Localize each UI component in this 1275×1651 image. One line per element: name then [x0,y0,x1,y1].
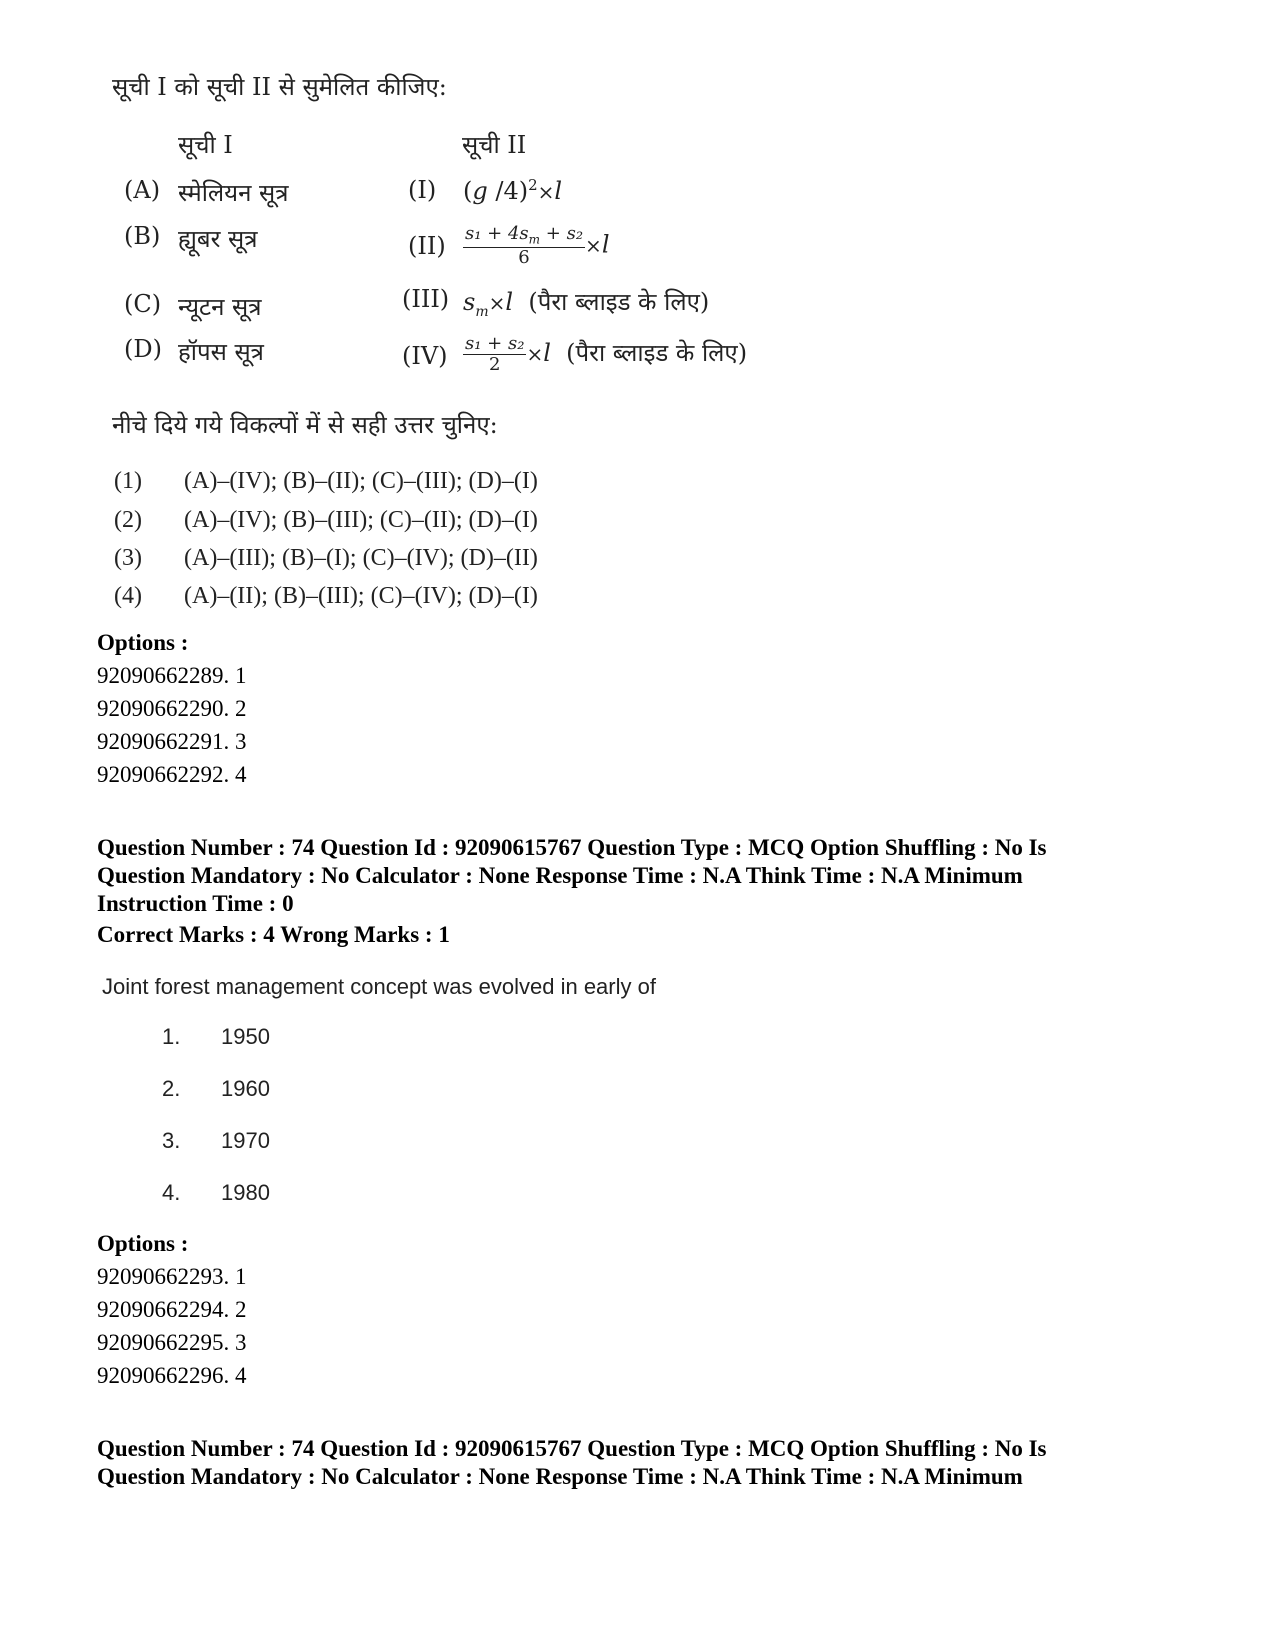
choice-3-text: (A)–(III); (B)–(I); (C)–(IV); (D)–(II) [184,545,538,571]
formula-iv [463,334,747,375]
formula-iii-times: × [488,291,506,315]
q2-option-id-2: 92090662294. 2 [97,1297,247,1322]
choice-3-number: (3) [114,545,142,571]
formula-iv-times: × [526,341,544,366]
formula-i-times: × [537,180,555,204]
formula-ii [463,224,610,268]
q2-choice-3-text: 1970 [221,1128,270,1153]
list1-text-b: ह्यूबर सूत्र [178,225,258,253]
formula-ii-num-sub: m [528,232,541,247]
q2-choice-4-number: 4. [162,1180,181,1205]
formula-iv-note: (पैरा ब्लाइड के लिए) [566,338,748,367]
formula-i-open: ( [463,177,473,205]
next-question-meta [97,1435,1047,1491]
q2-choice-3-number: 3. [162,1128,181,1153]
formula-iv-num: s₁ + s₂ [465,333,525,354]
formula-iii [463,285,709,320]
formula-i-exp: 2 [528,176,538,194]
choice-1-text: (A)–(IV); (B)–(II); (C)–(III); (D)–(I) [184,468,538,494]
option-id-4: 92090662292. 4 [97,762,247,787]
formula-iii-l: l [505,288,514,316]
list2-label-iii: (III) [402,285,450,313]
options-title-2: Options : [97,1231,189,1256]
formula-iii-note: (पैरा ब्लाइड के लिए) [528,288,710,316]
choice-1-number: (1) [114,468,142,494]
list1-label-b: (B) [124,222,161,250]
meta-line-3: Instruction Time : 0 [97,891,294,916]
q2-option-id-1: 92090662293. 1 [97,1264,247,1289]
list1-label-c: (C) [124,290,162,318]
formula-iv-den: 2 [488,353,501,375]
formula-i [463,176,562,205]
list1-label-a: (A) [124,176,161,204]
q2-choice-2-number: 2. [162,1076,181,1101]
meta-line-1: Question Number : 74 Question Id : 92090615767 Question Type : MCQ Option Shuffling : No Is [97,835,1047,860]
q2-choice-4-text: 1980 [221,1180,270,1205]
list2-header: सूची II [462,131,527,159]
q2-option-id-3: 92090662295. 3 [97,1330,247,1355]
q2-choice-2-text: 1960 [221,1076,270,1101]
choice-4-number: (4) [114,583,142,609]
question-meta [97,834,1047,918]
formula-i-slash: /4) [487,177,529,205]
list2-label-i: (I) [408,176,437,204]
list2-label-ii: (II) [408,232,446,260]
list1-text-d: हॉपस सूत्र [178,338,264,366]
next-meta-line-2: Question Mandatory : No Calculator : None Response Time : N.A Think Time : N.A Minimum [97,1464,1023,1489]
list2-label-iv: (IV) [402,342,448,370]
formula-i-l: l [554,177,563,205]
formula-ii-num-tail: + s₂ [540,223,584,244]
formula-iii-sub: m [475,303,489,320]
marks-line: Correct Marks : 4 Wrong Marks : 1 [97,922,450,947]
formula-ii-den: 6 [518,246,530,268]
choose-instruction: नीचे दिये गये विकल्पों में से सही उत्तर चुनिए: [112,411,498,439]
formula-iv-fraction [463,334,526,375]
match-instruction: सूची I को सूची II से सुमेलित कीजिए: [112,73,447,101]
choice-2-number: (2) [114,507,142,533]
formula-ii-times: × [585,233,602,258]
choice-4-text: (A)–(II); (B)–(III); (C)–(IV); (D)–(I) [184,583,538,609]
formula-ii-fraction [463,224,585,268]
next-meta-line-1: Question Number : 74 Question Id : 92090615767 Question Type : MCQ Option Shuffling : No Is [97,1436,1047,1461]
list1-text-c: न्यूटन सूत्र [178,293,262,321]
meta-line-2: Question Mandatory : No Calculator : None Response Time : N.A Think Time : N.A Minimum [97,863,1023,888]
list1-text-a: स्मेलियन सूत्र [178,179,289,207]
question-text: Joint forest management concept was evolved in early of [102,974,656,999]
q2-choice-1-text: 1950 [221,1024,270,1049]
choice-2-text: (A)–(IV); (B)–(III); (C)–(II); (D)–(I) [184,507,538,533]
q2-choice-1-number: 1. [162,1024,181,1049]
option-id-3: 92090662291. 3 [97,729,247,754]
formula-ii-l: l [601,230,610,259]
q2-option-id-4: 92090662296. 4 [97,1363,247,1388]
formula-ii-num: s₁ + 4s [465,223,529,244]
list1-label-d: (D) [124,335,162,363]
formula-iii-s: s [463,288,476,316]
option-id-1: 92090662289. 1 [97,663,247,688]
formula-i-g: g [472,177,488,205]
list1-header: सूची I [178,131,233,159]
option-id-2: 92090662290. 2 [97,696,247,721]
options-title-1: Options : [97,630,189,655]
formula-iv-l: l [543,338,551,367]
